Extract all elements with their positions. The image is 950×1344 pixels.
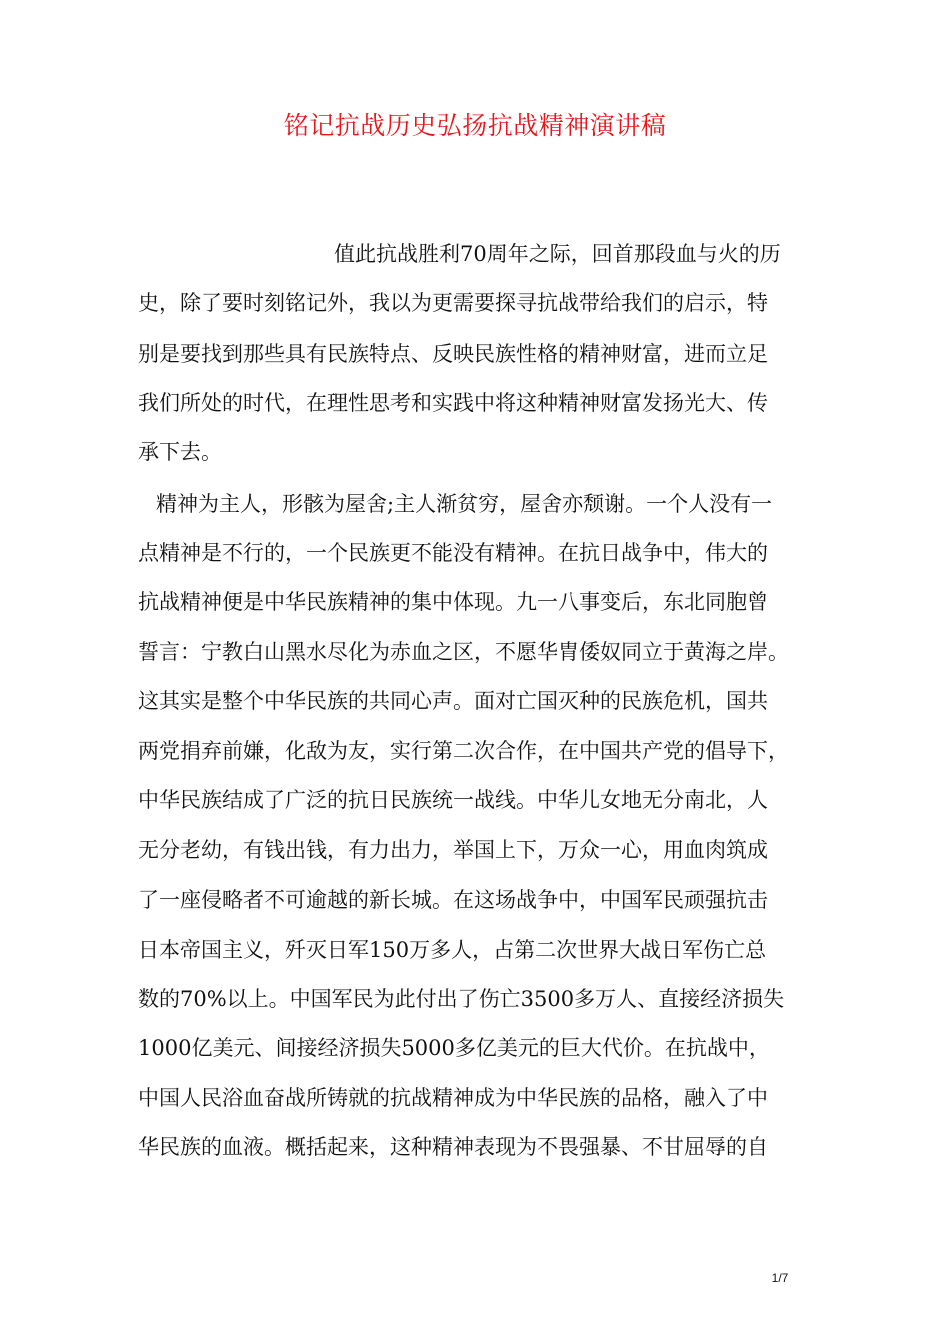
- body-line: 1000亿美元、间接经济损失5000多亿美元的巨大代价。在抗战中，: [138, 1036, 770, 1060]
- body-line: 点精神是不行的，一个民族更不能没有精神。在抗日战争中，伟大的: [138, 541, 768, 565]
- body-line: 承下去。: [138, 440, 222, 464]
- body-line: 我们所处的时代，在理性思考和实践中将这种精神财富发扬光大、传: [138, 391, 768, 415]
- body-line: 誓言：宁教白山黑水尽化为赤血之区，不愿华胄倭奴同立于黄海之岸。: [138, 640, 789, 664]
- body-line: 这其实是整个中华民族的共同心声。面对亡国灭种的民族危机，国共: [138, 689, 768, 713]
- body-line: 中国人民浴血奋战所铸就的抗战精神成为中华民族的品格，融入了中: [138, 1086, 768, 1110]
- body-line: 精神为主人，形骸为屋舍;主人渐贫穷，屋舍亦颓谢。一个人没有一: [156, 492, 773, 516]
- body-line: 值此抗战胜利70周年之际，回首那段血与火的历: [334, 242, 781, 266]
- body-line: 中华民族结成了广泛的抗日民族统一战线。中华儿女地无分南北，人: [138, 788, 768, 812]
- body-line: 两党捐弃前嫌，化敌为友，实行第二次合作，在中国共产党的倡导下，: [138, 739, 789, 763]
- document-title: 铭记抗战历史弘扬抗战精神演讲稿: [283, 111, 667, 140]
- body-line: 史，除了要时刻铭记外，我以为更需要探寻抗战带给我们的启示，特: [138, 291, 768, 315]
- body-line: 无分老幼，有钱出钱，有力出力，举国上下，万众一心，用血肉筑成: [138, 838, 768, 862]
- body-line: 别是要找到那些具有民族特点、反映民族性格的精神财富，进而立足: [138, 342, 768, 366]
- body-line: 华民族的血液。概括起来，这种精神表现为不畏强暴、不甘屈辱的自: [138, 1135, 768, 1159]
- body-line: 了一座侵略者不可逾越的新长城。在这场战争中，中国军民顽强抗击: [138, 888, 768, 912]
- page-number: 1/7: [771, 1271, 789, 1285]
- body-line: 日本帝国主义，歼灭日军150万多人，占第二次世界大战日军伤亡总: [138, 938, 767, 962]
- body-line: 数的70%以上。中国军民为此付出了伤亡3500多万人、直接经济损失: [138, 987, 785, 1011]
- body-line: 抗战精神便是中华民族精神的集中体现。九一八事变后，东北同胞曾: [138, 590, 768, 614]
